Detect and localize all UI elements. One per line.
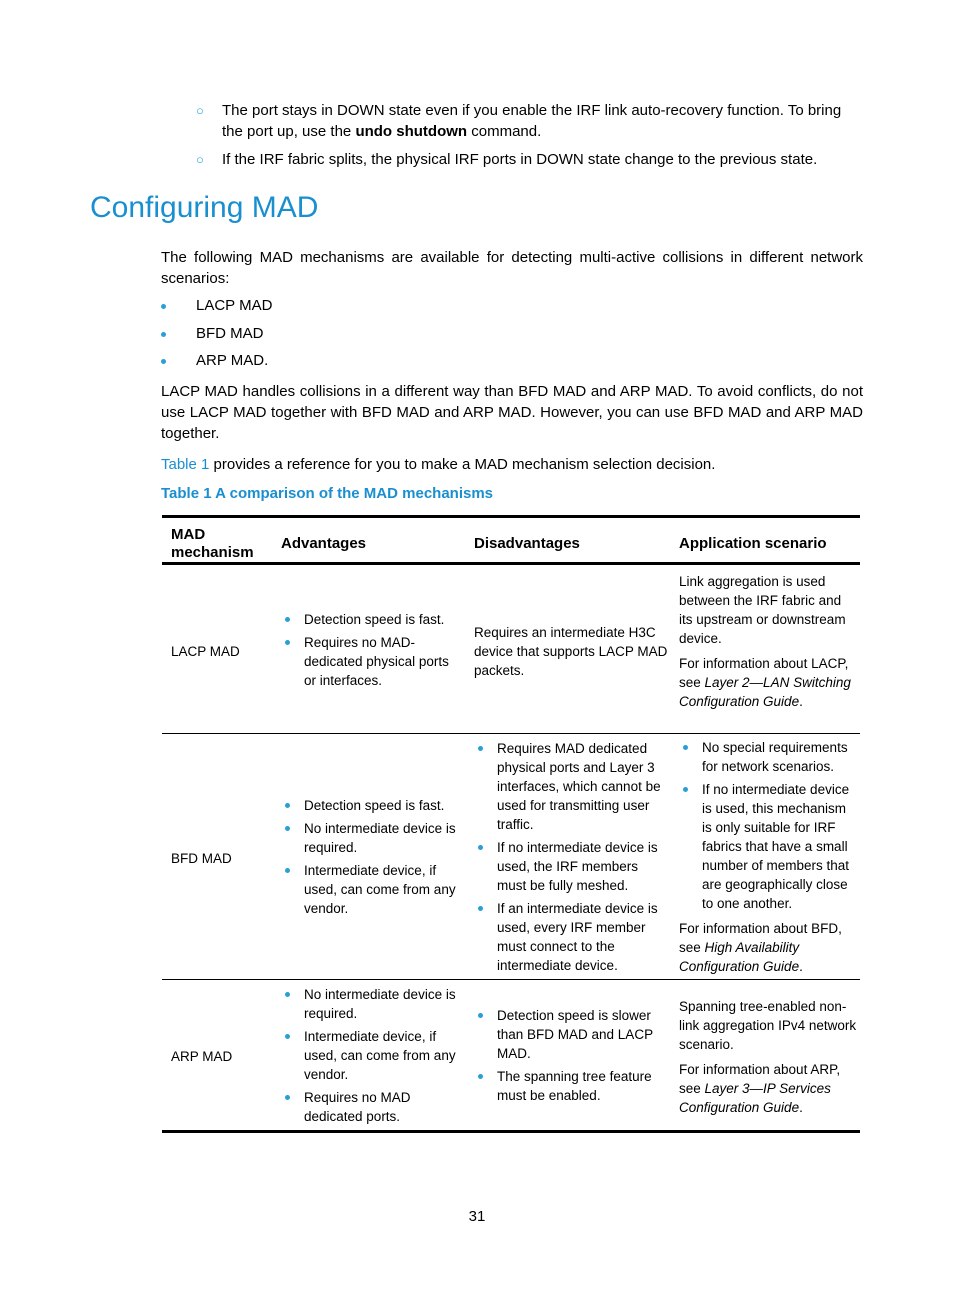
list-item: No intermediate device is required.: [281, 985, 461, 1023]
scenario-reference: For information about BFD, see High Availability Configuration Guide.: [679, 921, 842, 974]
mechanism-cell: ARP MAD: [171, 1049, 233, 1064]
list-item: Detection speed is fast.: [281, 610, 461, 629]
sub-bullet-text: If the IRF fabric splits, the physical IRF ports in DOWN state change to the previous state.: [222, 151, 818, 168]
document-page: ○ The port stays in DOWN state even if you enable the IRF link auto-recovery function. To bring the port up, use the undo shutdown command. ○ If the IRF fabric splits, the physical IRF ports in DOWN state change to the previous state. Configuring MAD The following MAD mechanisms are available for detecting multi-active collisions in different network scenarios: LACP MAD BFD MAD ARP MAD. LACP MAD handles collisions in a different way than BFD MAD and ARP MAD. To avoid conflicts, do not use LACP MAD together with BFD MAD and ARP MAD. However, you can use BFD MAD and ARP MAD together. Table 1 provides a reference for you to make a MAD mechanism selection decision. Table 1 A comparison of the MAD mechanisms MAD mechanism Advantages Disadvantages Application scenario LACP MAD Detection speed is fast. Requires no MAD-dedicated physical ports or interfaces. Requires an intermediate H3C device that supports LACP MAD packets. Link aggregation is used between the IRF fabric and its upstream or downstream device. For information about LACP, see Layer 2—LAN Switching Configuration Guide. BFD MAD Detection speed is fast. No intermediate device is required. Intermediate device, if used, can come from any vendor. Requires MAD dedicated physical ports and Layer 3 interfaces, which cannot be used for transmitting user traffic. If no intermediate device is used, the IRF members must be fully meshed. If an intermediate device is used, every IRF member must connect to the intermediate device. No special requirements for network scenarios. If no intermediate device is used, this mechanism is only suitable for IRF fabrics that have a small number of members that are geographically close to one another. For information about BFD, see High Availability Configuration Guide. ARP MAD No intermediate device is required. Intermediate device, if used, can come from any vendor. Requires no MAD dedicated ports. Detection speed is slower than BFD MAD and LACP MAD. The spanning tree feature must be enabled. Spanning tree-enabled non-link aggregation IPv4 network scenario. For information about ARP, see Layer 3—IP Services Configuration Guide. 31: [0, 0, 954, 1296]
guide-title: High Availability Configuration Guide: [679, 940, 800, 974]
reference-paragraph: Table 1 provides a reference for you to make a MAD mechanism selection decision.: [161, 456, 716, 473]
scenario-text: Link aggregation is used between the IRF fabric and its upstream or downstream device.: [679, 574, 846, 646]
note-paragraph: LACP MAD handles collisions in a different way than BFD MAD and ARP MAD. To avoid conflicts, do not use LACP MAD together with BFD MAD and ARP MAD. However, you can use BFD MAD and ARP MAD together.: [161, 383, 863, 442]
list-item: No intermediate device is required.: [281, 819, 461, 857]
table-row: [162, 980, 860, 1133]
disadvantages-cell: Requires an intermediate H3C device that supports LACP MAD packets.: [474, 625, 668, 678]
header-disadvantages: Disadvantages: [474, 535, 580, 552]
table-header-row: [162, 515, 860, 565]
sub-bullet-item: [196, 100, 866, 142]
table-row: [162, 565, 860, 734]
list-item: If an intermediate device is used, every IRF member must connect to the intermediate device.: [474, 899, 669, 975]
advantages-cell: [281, 985, 461, 1130]
list-item: Requires no MAD-dedicated physical ports or interfaces.: [281, 633, 461, 690]
disadvantages-cell: [474, 739, 669, 979]
list-item: Intermediate device, if used, can come from any vendor.: [281, 861, 461, 918]
list-item: Detection speed is fast.: [281, 796, 461, 815]
list-item: Requires MAD dedicated physical ports and Layer 3 interfaces, which cannot be used for transmitting user traffic.: [474, 739, 669, 834]
scenario-reference: For information about LACP, see Layer 2—LAN Switching Configuration Guide.: [679, 656, 851, 709]
sub-bullet-text: command.: [467, 123, 542, 140]
bullet-icon: [161, 304, 166, 309]
scenario-cell: [679, 738, 857, 982]
intro-paragraph: The following MAD mechanisms are available for detecting multi-active collisions in different network scenarios:: [161, 249, 863, 287]
mechanism-cell: BFD MAD: [171, 851, 232, 866]
list-item: Intermediate device, if used, can come from any vendor.: [281, 1027, 461, 1084]
list-item: Detection speed is slower than BFD MAD and LACP MAD.: [474, 1006, 669, 1063]
sub-bullet-item: [196, 149, 866, 170]
mechanism-cell: LACP MAD: [171, 644, 240, 659]
list-item: If no intermediate device is used, the IRF members must be fully meshed.: [474, 838, 669, 895]
guide-title: Layer 2—LAN Switching Configuration Guide: [679, 675, 851, 709]
command-name: undo shutdown: [355, 123, 468, 140]
page-number: 31: [468, 1208, 486, 1225]
list-item: The spanning tree feature must be enabled.: [474, 1067, 669, 1105]
sub-bullet-list: [196, 100, 866, 177]
list-item: Requires no MAD dedicated ports.: [281, 1088, 461, 1126]
list-item: No special requirements for network scenarios.: [679, 738, 857, 776]
disadvantages-cell: [474, 1006, 669, 1109]
scenario-cell: [679, 997, 857, 1123]
circle-bullet-icon: ○: [196, 103, 204, 118]
table-row: [162, 734, 860, 980]
header-scenario: Application scenario: [679, 535, 827, 552]
advantages-cell: [281, 610, 461, 694]
circle-bullet-icon: ○: [196, 152, 204, 167]
bullet-icon: [161, 359, 166, 364]
section-heading: Configuring MAD: [90, 191, 319, 224]
advantages-cell: [281, 796, 461, 922]
guide-title: Layer 3—IP Services Configuration Guide: [679, 1081, 831, 1115]
scenario-reference: For information about ARP, see Layer 3—IP Services Configuration Guide.: [679, 1062, 841, 1115]
table-link[interactable]: Table 1: [161, 456, 210, 473]
table-caption: Table 1 A comparison of the MAD mechanisms: [161, 485, 494, 502]
sub-bullet-text: The port stays in DOWN state even if you enable the IRF link auto-recovery function. To bring the port up, use the: [222, 102, 842, 140]
scenario-text: Spanning tree-enabled non-link aggregation IPv4 network scenario.: [679, 999, 857, 1052]
header-advantages: Advantages: [281, 535, 367, 552]
header-mechanism: MAD mechanism: [171, 526, 254, 561]
list-item: If no intermediate device is used, this mechanism is only suitable for IRF fabrics that have a small number of members that are geographically close to one another.: [679, 780, 857, 913]
bullet-icon: [161, 332, 166, 337]
scenario-cell: [679, 572, 857, 717]
